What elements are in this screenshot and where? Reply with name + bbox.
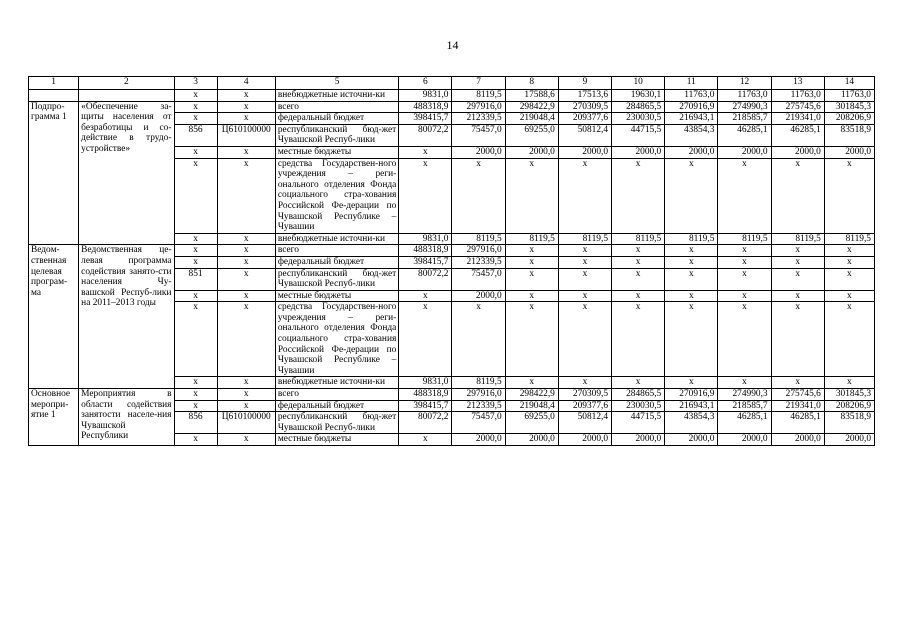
value-cell: 2000,0 [824, 146, 874, 158]
value-cell: 80072,2 [399, 412, 452, 434]
admin-code-cell: x [174, 101, 217, 113]
value-cell: 398415,7 [399, 400, 452, 412]
header-cell: 1 [29, 77, 79, 90]
admin-code-cell: 856 [174, 124, 217, 146]
funding-source-cell: всего [275, 245, 398, 257]
program-type-cell: Ведом-ственная целевая програм-ма [29, 245, 79, 389]
value-cell: x [505, 302, 558, 377]
value-cell: x [505, 268, 558, 290]
value-cell: 2000,0 [665, 146, 718, 158]
value-cell: 212339,5 [452, 400, 505, 412]
value-cell: 46285,1 [718, 124, 771, 146]
funding-source-cell: республиканский бюд-жет Чувашской Респуб-лики [275, 268, 398, 290]
value-cell: x [824, 302, 874, 377]
value-cell: x [718, 377, 771, 389]
value-cell: 80072,2 [399, 124, 452, 146]
header-cell: 3 [174, 77, 217, 90]
value-cell: 2000,0 [824, 434, 874, 446]
value-cell: x [718, 268, 771, 290]
budget-code-cell: x [217, 233, 275, 245]
value-cell: 488318,9 [399, 245, 452, 257]
value-cell: 8119,5 [665, 233, 718, 245]
value-cell: 209377,6 [558, 113, 611, 125]
value-cell: x [399, 302, 452, 377]
admin-code-cell: x [174, 302, 217, 377]
header-cell: 9 [558, 77, 611, 90]
funding-source-cell: республиканский бюд-жет Чувашской Респуб-лики [275, 124, 398, 146]
value-cell: 2000,0 [771, 434, 824, 446]
value-cell: 43854,3 [665, 412, 718, 434]
value-cell: 17588,6 [505, 90, 558, 102]
value-cell: 488318,9 [399, 389, 452, 401]
value-cell: x [771, 377, 824, 389]
value-cell: x [505, 256, 558, 268]
program-name-cell: «Обеспечение за-щиты населения от безработицы и со-действие в трудо-устройстве» [79, 101, 174, 245]
value-cell: 2000,0 [718, 146, 771, 158]
value-cell: 46285,1 [718, 412, 771, 434]
value-cell: x [824, 268, 874, 290]
value-cell: 75457,0 [452, 124, 505, 146]
value-cell: 17513,6 [558, 90, 611, 102]
value-cell: x [558, 245, 611, 257]
page-number: 14 [446, 38, 459, 52]
value-cell: 2000,0 [452, 434, 505, 446]
value-cell: 44715,5 [612, 412, 665, 434]
budget-code-cell: x [217, 146, 275, 158]
value-cell: 284865,5 [612, 101, 665, 113]
budget-code-cell: x [217, 101, 275, 113]
value-cell: x [399, 158, 452, 233]
value-cell: 230030,5 [612, 113, 665, 125]
value-cell: x [665, 245, 718, 257]
value-cell: 219341,0 [771, 400, 824, 412]
budget-code-cell: x [217, 113, 275, 125]
program-name-cell: Ведомственная це-левая программа содействия занято-сти населения Чу-вашской Респуб-лики на 2011–2013 годы [79, 245, 174, 389]
table-row [29, 90, 875, 102]
value-cell: 216943,1 [665, 113, 718, 125]
value-cell: 2000,0 [612, 434, 665, 446]
value-cell: 44715,5 [612, 124, 665, 146]
value-cell: 8119,5 [824, 233, 874, 245]
value-cell: x [505, 290, 558, 302]
value-cell: x [452, 302, 505, 377]
value-cell: 219048,4 [505, 400, 558, 412]
value-cell: x [505, 245, 558, 257]
value-cell: x [718, 245, 771, 257]
value-cell: x [718, 290, 771, 302]
value-cell: x [665, 302, 718, 377]
table-row [29, 389, 875, 401]
value-cell: 75457,0 [452, 412, 505, 434]
value-cell: 69255,0 [505, 124, 558, 146]
admin-code-cell: 851 [174, 268, 217, 290]
admin-code-cell: x [174, 158, 217, 233]
header-cell: 13 [771, 77, 824, 90]
value-cell: 2000,0 [505, 434, 558, 446]
admin-code-cell: x [174, 256, 217, 268]
budget-code-cell: x [217, 268, 275, 290]
header-cell: 4 [217, 77, 275, 90]
value-cell: x [665, 268, 718, 290]
value-cell: x [665, 290, 718, 302]
value-cell: x [399, 146, 452, 158]
value-cell: x [718, 256, 771, 268]
value-cell: 11763,0 [718, 90, 771, 102]
value-cell: 8119,5 [558, 233, 611, 245]
budget-table [28, 76, 875, 446]
value-cell: 2000,0 [612, 146, 665, 158]
table-row [29, 245, 875, 257]
budget-code-cell: x [217, 377, 275, 389]
value-cell: x [558, 158, 611, 233]
admin-code-cell: 856 [174, 412, 217, 434]
value-cell: x [558, 268, 611, 290]
value-cell: x [612, 256, 665, 268]
value-cell: x [824, 158, 874, 233]
value-cell: 75457,0 [452, 268, 505, 290]
value-cell: 270309,5 [558, 389, 611, 401]
value-cell: x [665, 377, 718, 389]
header-cell: 12 [718, 77, 771, 90]
value-cell: 212339,5 [452, 256, 505, 268]
funding-source-cell: федеральный бюджет [275, 113, 398, 125]
budget-code-cell: x [217, 434, 275, 446]
value-cell: 2000,0 [665, 434, 718, 446]
value-cell: x [612, 290, 665, 302]
value-cell: 297916,0 [452, 245, 505, 257]
value-cell: 2000,0 [558, 146, 611, 158]
value-cell: 19630,1 [612, 90, 665, 102]
header-cell: 10 [612, 77, 665, 90]
budget-code-cell: x [217, 400, 275, 412]
value-cell: 8119,5 [505, 233, 558, 245]
value-cell: 2000,0 [505, 146, 558, 158]
value-cell: 11763,0 [824, 90, 874, 102]
value-cell: 297916,0 [452, 389, 505, 401]
program-name-cell [79, 90, 174, 102]
funding-source-cell: федеральный бюджет [275, 400, 398, 412]
value-cell: x [665, 256, 718, 268]
funding-source-cell: внебюджетные источни-ки [275, 377, 398, 389]
value-cell: 83518,9 [824, 124, 874, 146]
value-cell: 274990,3 [718, 101, 771, 113]
value-cell: 9831,0 [399, 233, 452, 245]
value-cell: x [612, 245, 665, 257]
value-cell: 2000,0 [558, 434, 611, 446]
value-cell: 46285,1 [771, 412, 824, 434]
value-cell: 298422,9 [505, 101, 558, 113]
value-cell: 80072,2 [399, 268, 452, 290]
value-cell: 270916,9 [665, 389, 718, 401]
value-cell: 274990,3 [718, 389, 771, 401]
admin-code-cell: x [174, 400, 217, 412]
budget-code-cell: Ц610100000 [217, 124, 275, 146]
value-cell: 219048,4 [505, 113, 558, 125]
program-name-cell: Мероприятия в области содействия занятости населе-ния Чувашской Республики [79, 389, 174, 446]
value-cell: x [399, 434, 452, 446]
value-cell: x [718, 302, 771, 377]
budget-code-cell: x [217, 290, 275, 302]
admin-code-cell: x [174, 389, 217, 401]
value-cell: 216943,1 [665, 400, 718, 412]
value-cell: 8119,5 [452, 377, 505, 389]
budget-code-cell: Ц610100000 [217, 412, 275, 434]
admin-code-cell: x [174, 377, 217, 389]
value-cell: 69255,0 [505, 412, 558, 434]
funding-source-cell: всего [275, 389, 398, 401]
value-cell: 208206,9 [824, 113, 874, 125]
value-cell: 2000,0 [771, 146, 824, 158]
value-cell: 208206,9 [824, 400, 874, 412]
value-cell: 9831,0 [399, 90, 452, 102]
value-cell: x [558, 256, 611, 268]
value-cell: x [505, 158, 558, 233]
budget-code-cell: x [217, 302, 275, 377]
value-cell: x [558, 290, 611, 302]
table-row [29, 101, 875, 113]
value-cell: 398415,7 [399, 256, 452, 268]
value-cell: 8119,5 [771, 233, 824, 245]
value-cell: x [612, 268, 665, 290]
admin-code-cell: x [174, 113, 217, 125]
funding-source-cell: средства Государствен-ного учреждения – реги-онального отделения Фонда социального стра-хования Российской Фе-дерации по Чувашской Республике – Чувашии [275, 302, 398, 377]
value-cell: x [771, 268, 824, 290]
value-cell: 218585,7 [718, 400, 771, 412]
value-cell: x [612, 302, 665, 377]
funding-source-cell: местные бюджеты [275, 146, 398, 158]
value-cell: 301845,3 [824, 101, 874, 113]
value-cell: x [824, 377, 874, 389]
funding-source-cell: федеральный бюджет [275, 256, 398, 268]
header-cell: 11 [665, 77, 718, 90]
header-cell: 14 [824, 77, 874, 90]
value-cell: x [558, 302, 611, 377]
budget-code-cell: x [217, 245, 275, 257]
value-cell: 301845,3 [824, 389, 874, 401]
value-cell: 218585,7 [718, 113, 771, 125]
value-cell: 275745,6 [771, 101, 824, 113]
funding-source-cell: местные бюджеты [275, 290, 398, 302]
budget-code-cell: x [217, 389, 275, 401]
value-cell: x [771, 256, 824, 268]
admin-code-cell: x [174, 233, 217, 245]
program-type-cell: Подпро-грамма 1 [29, 101, 79, 245]
header-cell: 6 [399, 77, 452, 90]
value-cell: 8119,5 [612, 233, 665, 245]
value-cell: 9831,0 [399, 377, 452, 389]
value-cell: 275745,6 [771, 389, 824, 401]
value-cell: 11763,0 [771, 90, 824, 102]
value-cell: x [612, 377, 665, 389]
funding-source-cell: внебюджетные источни-ки [275, 90, 398, 102]
value-cell: 8119,5 [452, 233, 505, 245]
value-cell: 230030,5 [612, 400, 665, 412]
value-cell: 2000,0 [718, 434, 771, 446]
value-cell: 46285,1 [771, 124, 824, 146]
value-cell: x [824, 256, 874, 268]
value-cell: x [399, 290, 452, 302]
value-cell: 298422,9 [505, 389, 558, 401]
value-cell: x [824, 245, 874, 257]
admin-code-cell: x [174, 245, 217, 257]
value-cell: x [718, 158, 771, 233]
value-cell: x [824, 290, 874, 302]
header-row [29, 77, 875, 90]
value-cell: 50812,4 [558, 124, 611, 146]
admin-code-cell: x [174, 90, 217, 102]
value-cell: 2000,0 [452, 290, 505, 302]
value-cell: x [771, 158, 824, 233]
value-cell: 212339,5 [452, 113, 505, 125]
value-cell: x [771, 302, 824, 377]
value-cell: 11763,0 [665, 90, 718, 102]
value-cell: 219341,0 [771, 113, 824, 125]
admin-code-cell: x [174, 434, 217, 446]
value-cell: x [558, 377, 611, 389]
value-cell: x [771, 245, 824, 257]
header-cell: 7 [452, 77, 505, 90]
value-cell: 50812,4 [558, 412, 611, 434]
value-cell: 43854,3 [665, 124, 718, 146]
value-cell: 488318,9 [399, 101, 452, 113]
table-body [29, 77, 875, 446]
value-cell: 270309,5 [558, 101, 611, 113]
value-cell: 209377,6 [558, 400, 611, 412]
program-type-cell [29, 90, 79, 102]
value-cell: 284865,5 [612, 389, 665, 401]
admin-code-cell: x [174, 146, 217, 158]
funding-source-cell: республиканский бюд-жет Чувашской Респуб-лики [275, 412, 398, 434]
header-cell: 8 [505, 77, 558, 90]
value-cell: x [612, 158, 665, 233]
value-cell: x [505, 377, 558, 389]
header-cell: 2 [79, 77, 174, 90]
program-type-cell: Основное меропри-ятие 1 [29, 389, 79, 446]
value-cell: 398415,7 [399, 113, 452, 125]
value-cell: 8119,5 [718, 233, 771, 245]
funding-source-cell: внебюджетные источни-ки [275, 233, 398, 245]
budget-code-cell: x [217, 158, 275, 233]
value-cell: x [452, 158, 505, 233]
funding-source-cell: местные бюджеты [275, 434, 398, 446]
value-cell: 83518,9 [824, 412, 874, 434]
header-cell: 5 [275, 77, 398, 90]
value-cell: 270916,9 [665, 101, 718, 113]
value-cell: 297916,0 [452, 101, 505, 113]
value-cell: 8119,5 [452, 90, 505, 102]
budget-code-cell: x [217, 256, 275, 268]
admin-code-cell: x [174, 290, 217, 302]
budget-code-cell: x [217, 90, 275, 102]
value-cell: x [665, 158, 718, 233]
value-cell: 2000,0 [452, 146, 505, 158]
funding-source-cell: всего [275, 101, 398, 113]
value-cell: x [771, 290, 824, 302]
funding-source-cell: средства Государствен-ного учреждения – реги-онального отделения Фонда социального стра-хования Российской Фе-дерации по Чувашской Республике – Чувашии [275, 158, 398, 233]
